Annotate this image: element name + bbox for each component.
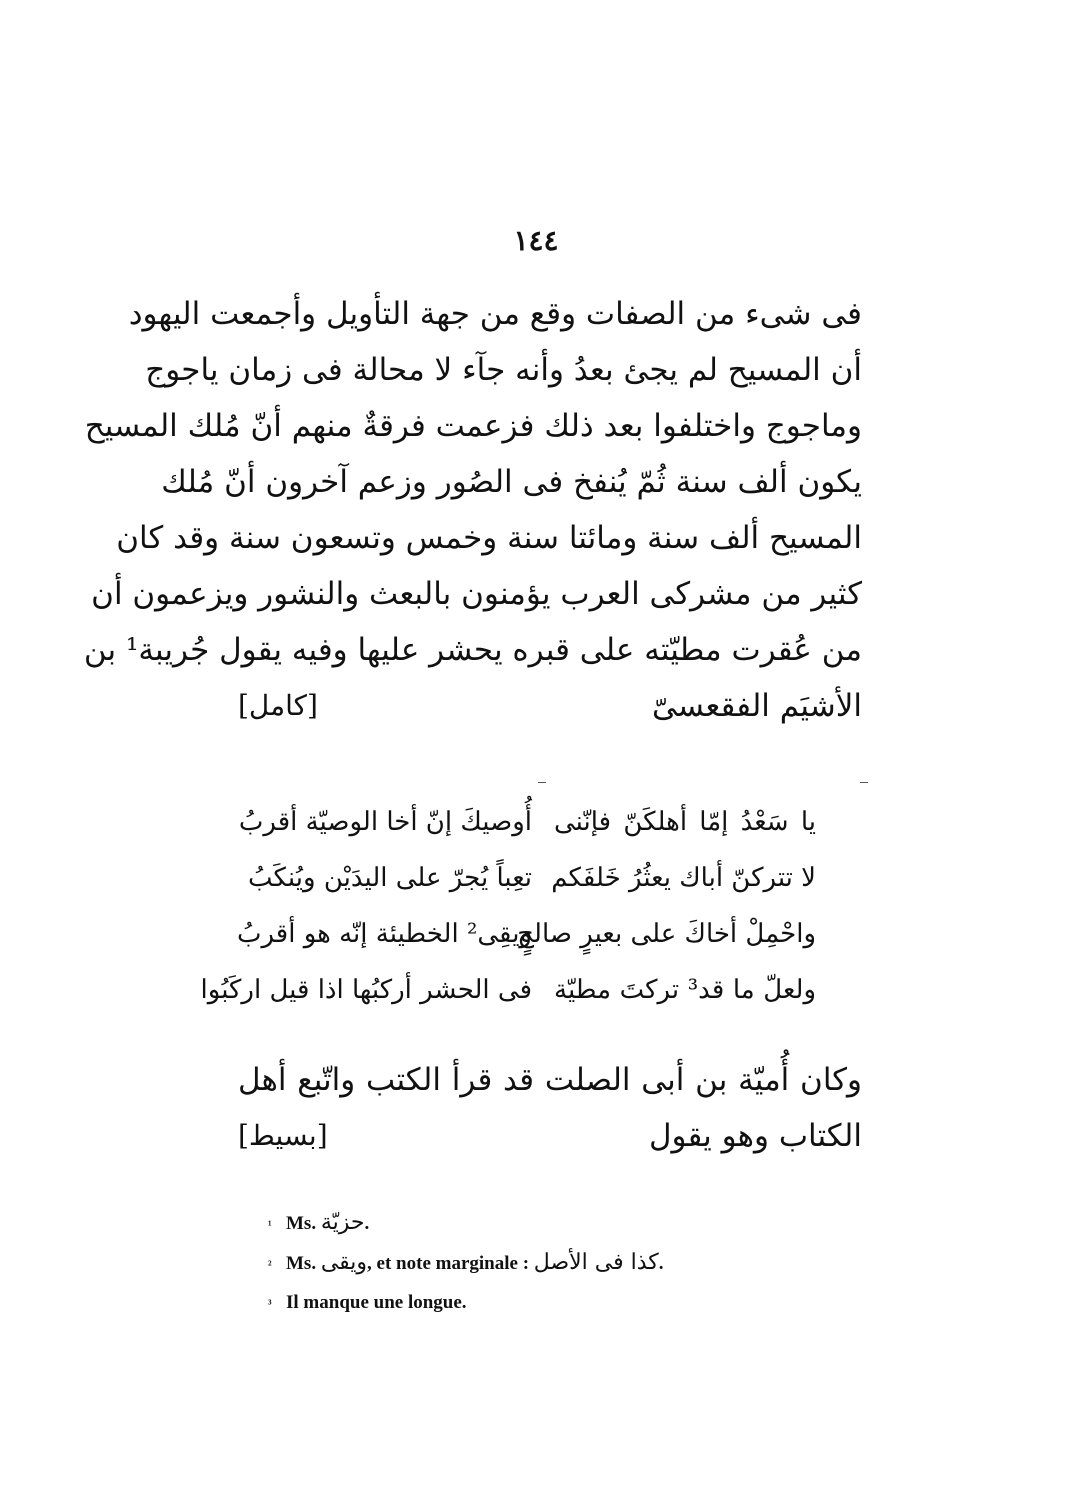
prose-block-1	[83, 286, 862, 734]
footnote-number: ³	[268, 1297, 272, 1311]
prose-line: وكان أُميّة بن أبى الصلت قد قرأ الكتب واتّبع أهل	[238, 1062, 862, 1098]
footnote-text: Ms.	[286, 1213, 317, 1234]
prose-line: المسيح ألف سنة ومائتا سنة وخمس وتسعون سنة وقد كان	[116, 520, 862, 556]
footnote-arabic: حزيّة	[320, 1210, 365, 1235]
verse-line	[238, 794, 816, 850]
footnote-number: ²	[268, 1258, 272, 1272]
divider-mark	[538, 782, 546, 783]
prose-line: من عُقرت مطيّته على قبره يحشر عليها وفيه يقول جُريبة¹ بن	[83, 632, 862, 668]
footnote-text: Ms.	[286, 1253, 317, 1274]
prose-line: وماجوج واختلفوا بعد ذلك فزعمت فرقةٌ منهم أنّ مُلك المسيح	[84, 408, 862, 444]
second-hemistich: ويقِى² الخطيئة إنّه هو أقربُ	[236, 919, 532, 949]
second-hemistich: فى الحشر أركبُها اذا قيل اركَبُوا	[200, 975, 532, 1005]
footnote-punct: .	[658, 1253, 664, 1274]
footnote-punct: .	[364, 1213, 370, 1234]
footnote-arabic: ويقى	[320, 1250, 368, 1275]
first-hemistich: يا سَعْدُ إمّا أهلكَنّ فإنّنى	[554, 807, 816, 837]
meter-label: [كامل]	[238, 689, 318, 722]
footnote-arabic: كذا فى الأصل	[533, 1250, 659, 1275]
prose-line: فى شىء من الصفات وقع من جهة التأويل وأجمعت اليهود	[128, 296, 862, 332]
second-hemistich: تعِباً يُجرّ على اليدَيْن ويُنكَبُ	[248, 863, 532, 893]
prose-line: أن المسيح لم يجئ بعدُ وأنه جآء لا محالة فى زمان ياجوج	[145, 352, 862, 388]
verse-line	[200, 962, 817, 1018]
prose-line-text: الأشيَم الفقعسىّ	[652, 688, 862, 724]
poem	[200, 794, 817, 1018]
verse-line	[248, 850, 816, 906]
prose-last-line	[238, 1108, 862, 1164]
footnote	[268, 1204, 828, 1244]
prose-line: يكون ألف سنة ثُمّ يُنفخ فى الصُور وزعم آخرون أنّ مُلك	[161, 464, 862, 500]
footnotes	[268, 1204, 828, 1323]
footnote	[268, 1284, 828, 1323]
first-hemistich: واحْمِلْ أخاكَ على بعيرٍ صالحٍ	[517, 919, 816, 949]
second-hemistich: أُوصيكَ إنّ أخا الوصيّة أقربُ	[238, 807, 532, 837]
prose-last-line	[238, 678, 862, 734]
footnote-number: ¹	[268, 1218, 272, 1232]
page-number: ١٤٤	[513, 224, 559, 257]
divider-mark	[860, 782, 868, 783]
prose-line-text: الكتاب وهو يقول	[648, 1118, 862, 1154]
footnote	[268, 1244, 828, 1284]
first-hemistich: لا تتركنّ أباك يعثُرُ خَلفَكم	[551, 863, 816, 893]
prose-line: كثير من مشركى العرب يؤمنون بالبعث والنشور ويزعمون أن	[91, 576, 862, 612]
verse-line	[236, 906, 816, 962]
meter-label: [بسيط]	[238, 1119, 328, 1152]
footnote-text: , et note marginale :	[367, 1253, 530, 1274]
footnote-text: Il manque une longue.	[286, 1292, 467, 1313]
prose-block-2	[238, 1052, 862, 1164]
first-hemistich: ولعلّ ما قد³ تركتَ مطيّة	[554, 975, 817, 1005]
